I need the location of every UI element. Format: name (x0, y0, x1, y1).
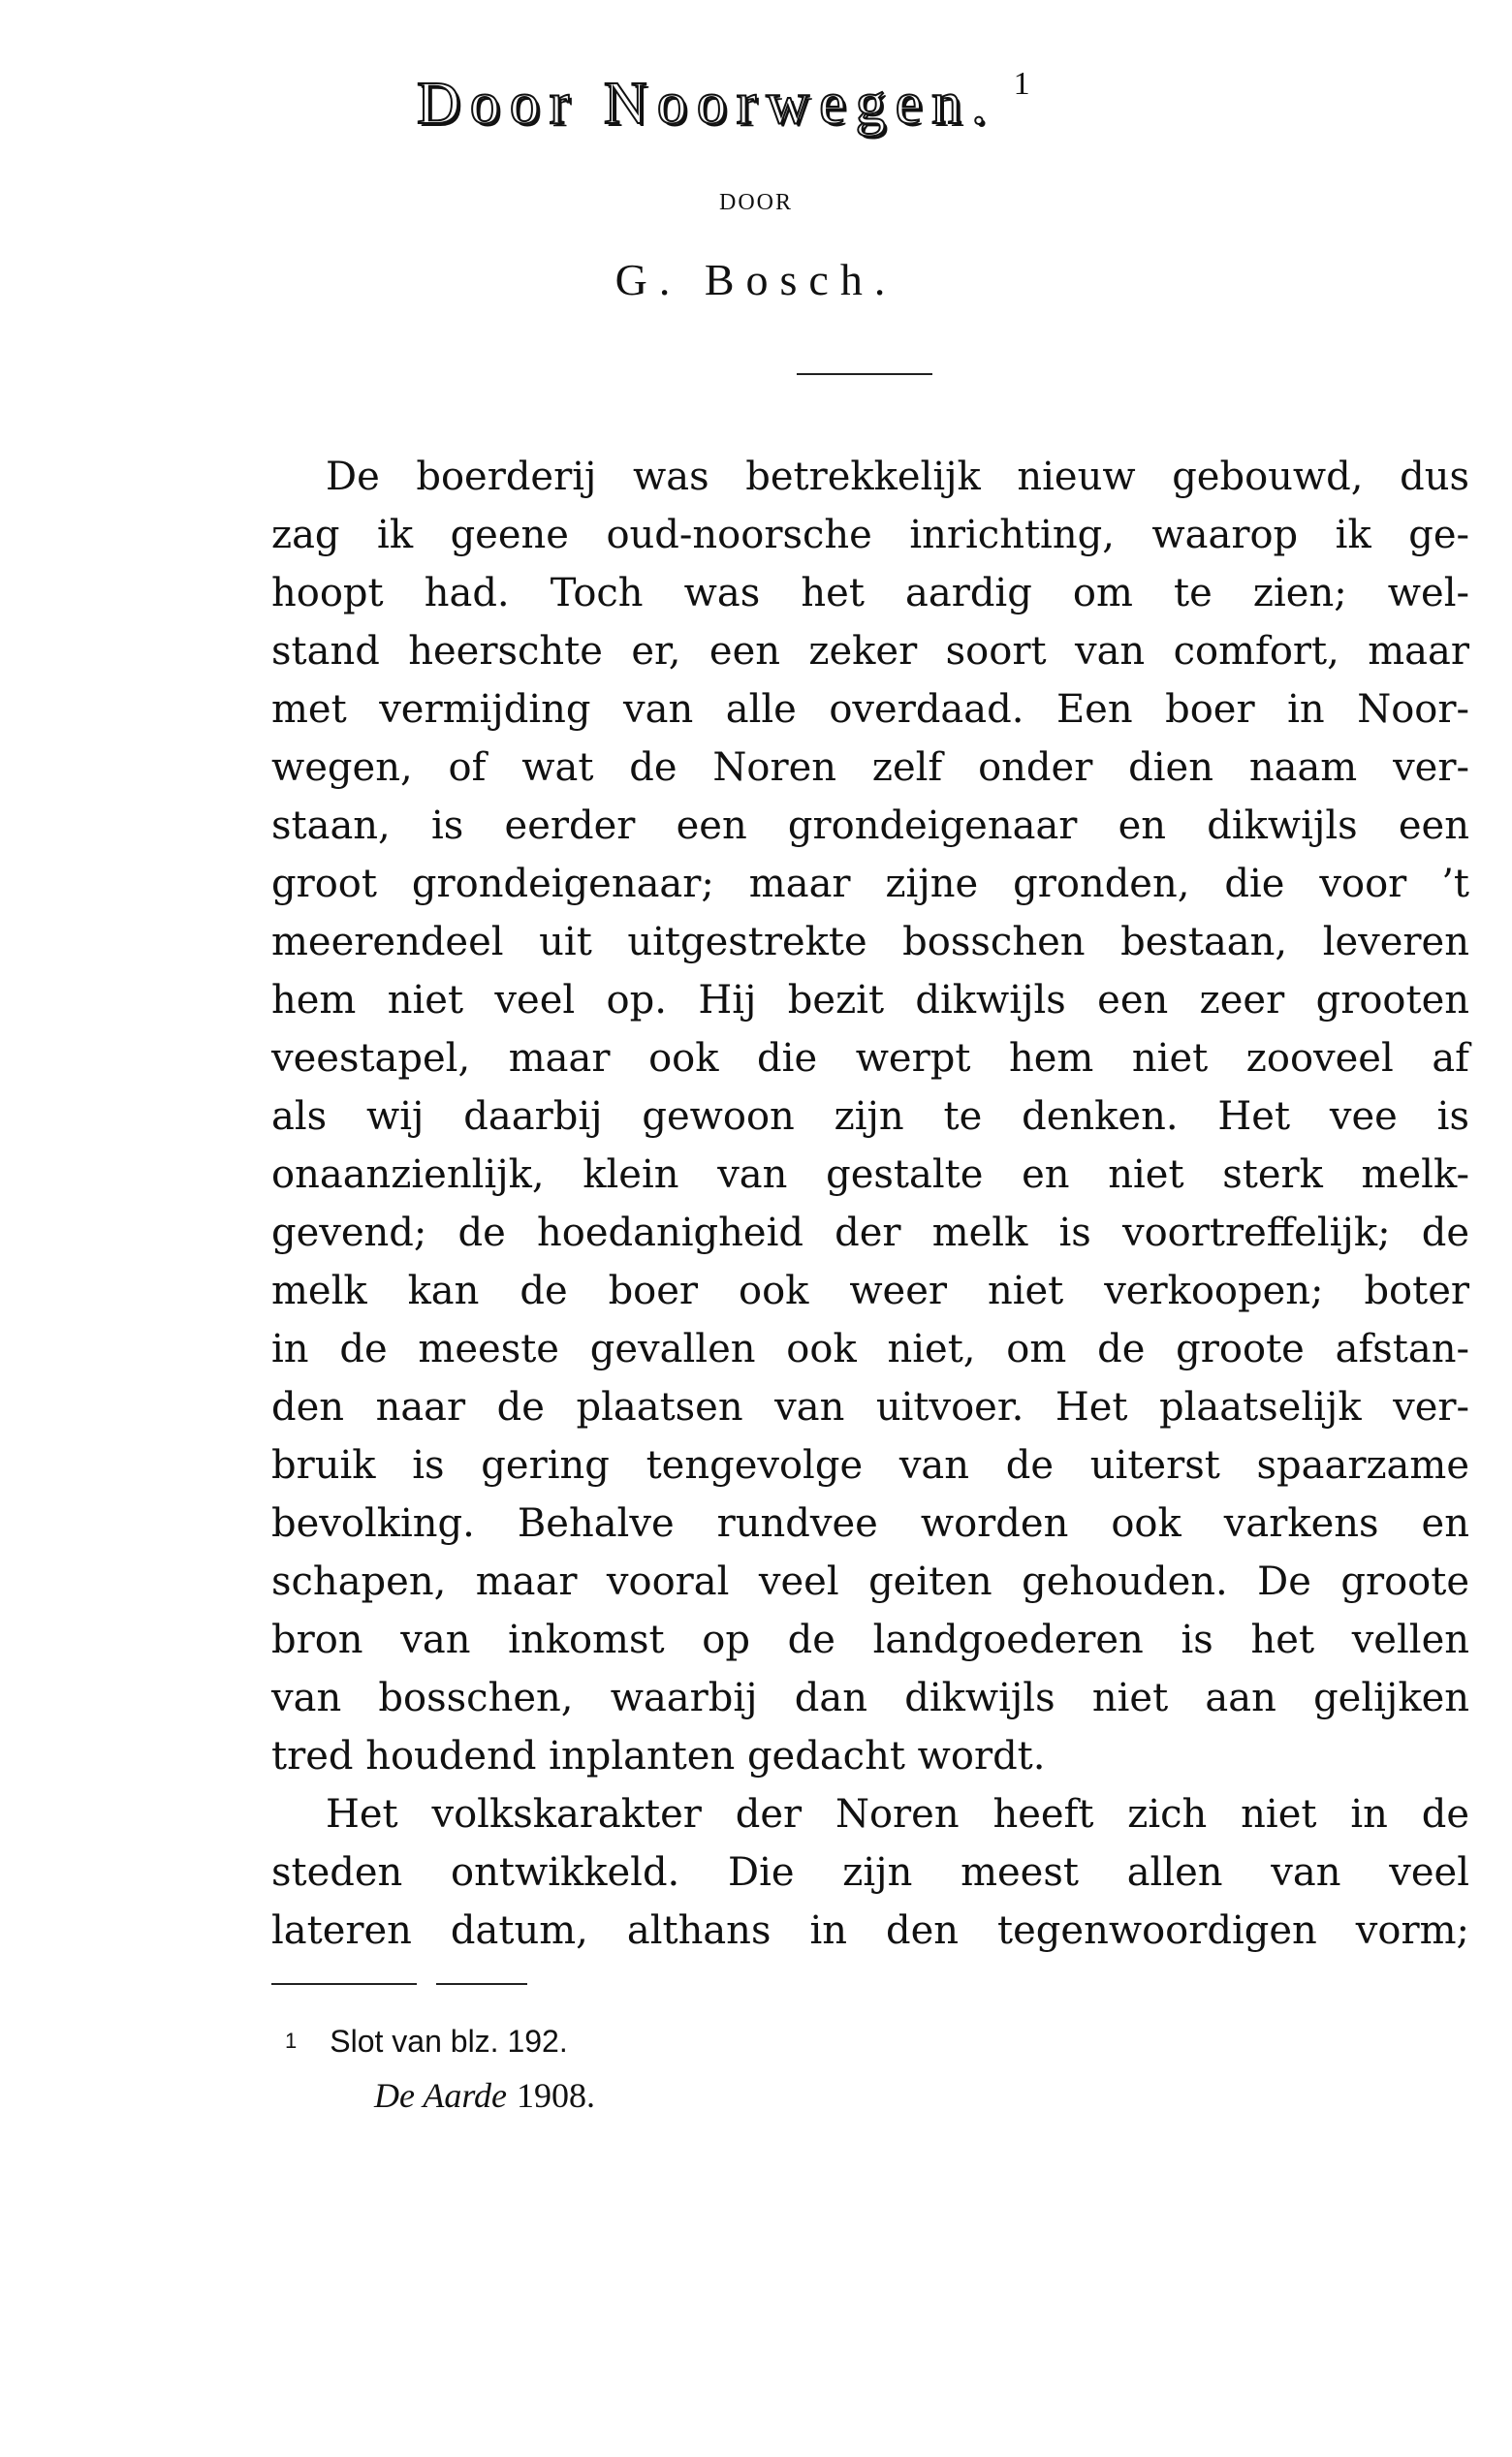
body-line: staan, is eerder een grondeigenaar en dikwijls een (271, 803, 1469, 848)
footnote-line (285, 2014, 595, 2068)
author-name: G. Bosch. (614, 255, 898, 304)
body-line: tred houdend inplanten gedacht wordt. (271, 1734, 1046, 1779)
body-line: schapen, maar vooral veel geiten gehouden. De groote (271, 1559, 1469, 1604)
body-line: den naar de plaatsen van uitvoer. Het plaatselijk ver- (271, 1385, 1469, 1430)
body-line: als wij daarbij gewoon zijn te denken. Het vee is (271, 1094, 1469, 1139)
body-line: Het volkskarakter der Noren heeft zich niet in de (326, 1792, 1469, 1837)
body-line: onaanzienlijk, klein van gestalte en niet sterk melk- (271, 1152, 1469, 1197)
article-title-text: Door Noorwegen. (417, 71, 996, 137)
footnote (285, 2014, 595, 2123)
title-footnote-marker[interactable]: 1 (1013, 66, 1030, 102)
body-line: steden ontwikkeld. Die zijn meest allen van veel (271, 1850, 1469, 1895)
footnote-divider (271, 1983, 527, 1985)
footnote-mark: 1 (285, 2029, 298, 2053)
body-line: lateren datum, althans in den tegenwoordigen vorm; (271, 1908, 1469, 1953)
article-title (417, 66, 1289, 139)
body-line: bevolking. Behalve rundvee worden ook varkens en (271, 1501, 1469, 1546)
journal-citation (285, 2068, 595, 2123)
body-line: hem niet veel op. Hij bezit dikwijls een zeer grooten (271, 978, 1469, 1023)
body-line: meerendeel uit uitgestrekte bosschen bestaan, leveren (271, 920, 1469, 964)
body-line: in de meeste gevallen ook niet, om de groote afstan- (271, 1327, 1469, 1371)
body-line: veestapel, maar ook die werpt hem niet zooveel af (271, 1036, 1469, 1081)
body-line: met vermijding van alle overdaad. Een boer in Noor- (271, 687, 1469, 732)
body-line: stand heerschte er, een zeker soort van comfort, maar (271, 629, 1469, 674)
article-body (271, 448, 1469, 1960)
body-line: bron van inkomst op de landgoederen is het vellen (271, 1618, 1469, 1662)
body-line: De boerderij was betrekkelijk nieuw gebouwd, dus (326, 455, 1469, 499)
title-divider (797, 373, 932, 375)
body-line: wegen, of wat de Noren zelf onder dien naam ver- (271, 745, 1469, 790)
body-line: groot grondeigenaar; maar zijne gronden, die voor ’t (271, 862, 1469, 906)
body-line: zag ik geene oud-noorsche inrichting, waarop ik ge- (271, 513, 1469, 557)
body-line: bruik is gering tengevolge van de uiterst spaarzame (271, 1443, 1469, 1488)
journal-name: De Aarde (374, 2076, 507, 2115)
body-line: hoopt had. Toch was het aardig om te zien; wel- (271, 571, 1469, 615)
footnote-text: Slot van blz. 192. (330, 2024, 568, 2059)
byline-prefix: DOOR (718, 190, 793, 215)
journal-year: 1908. (516, 2076, 595, 2115)
body-line: van bosschen, waarbij dan dikwijls niet aan gelijken (271, 1676, 1469, 1720)
body-line: melk kan de boer ook weer niet verkoopen; boter (271, 1269, 1469, 1313)
body-line: gevend; de hoedanigheid der melk is voortreffelijk; de (271, 1211, 1469, 1255)
